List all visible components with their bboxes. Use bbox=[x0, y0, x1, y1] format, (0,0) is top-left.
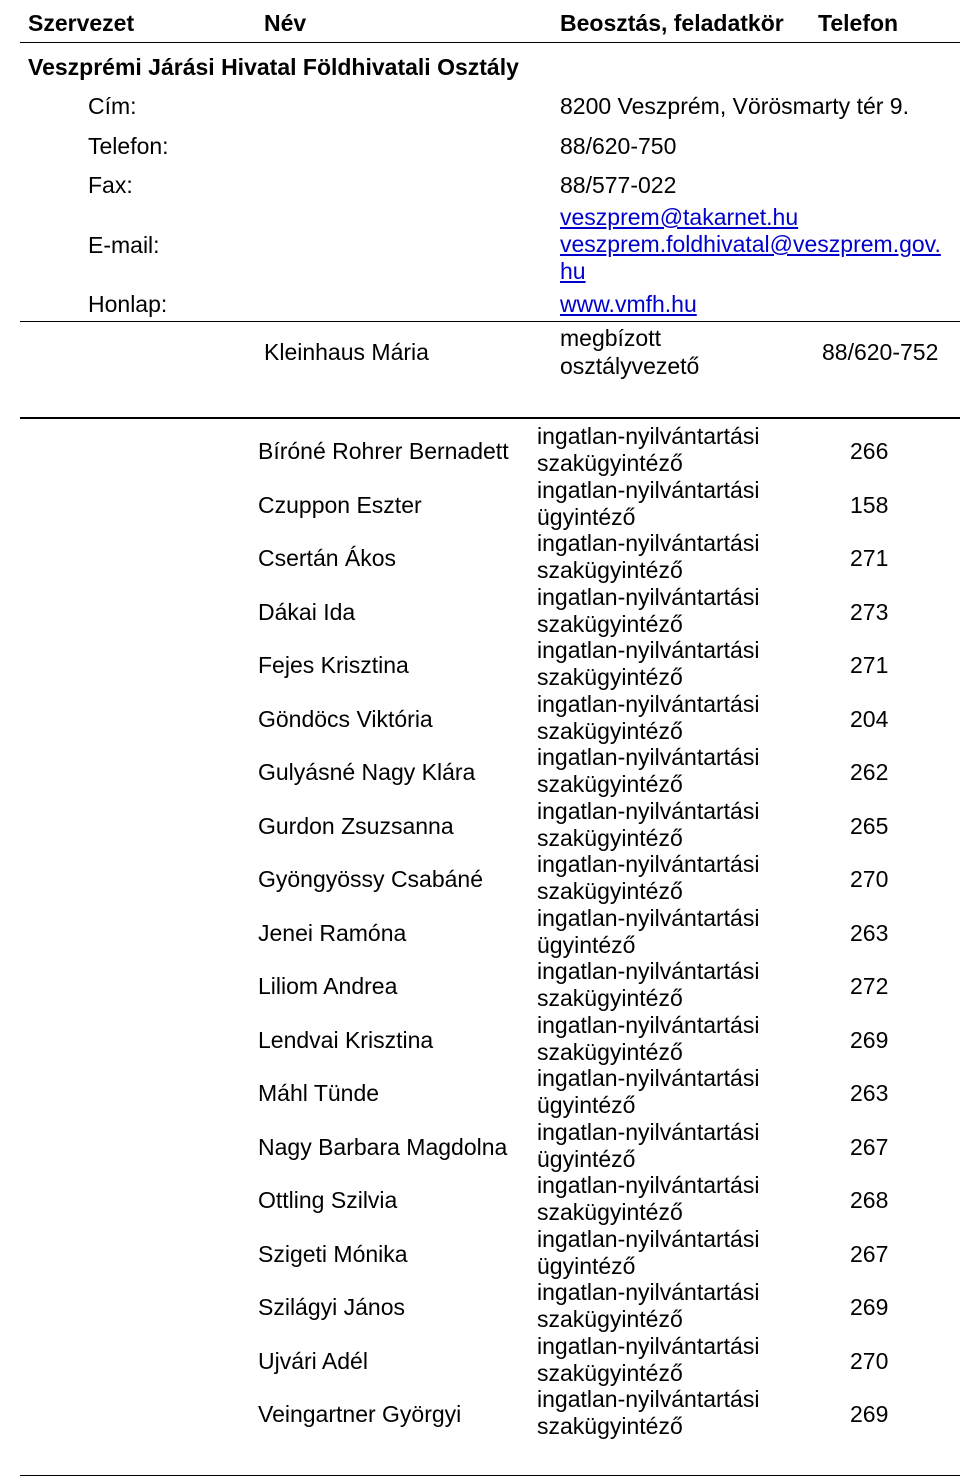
staff-phone-extension: 204 bbox=[850, 705, 889, 732]
staff-role-line1: ingatlan-nyilvántartási bbox=[537, 904, 760, 931]
staff-role bbox=[537, 584, 759, 638]
staff-phone-extension: 263 bbox=[850, 1080, 889, 1106]
head-role-line1: megbízott bbox=[560, 325, 661, 351]
address-label: Cím: bbox=[88, 93, 137, 119]
staff-role bbox=[537, 744, 759, 798]
staff-phone-extension: 269 bbox=[850, 1294, 889, 1320]
staff-role bbox=[537, 477, 759, 531]
staff-role-line2: ügyintéző bbox=[537, 931, 636, 958]
staff-role-line2: szakügyintéző bbox=[537, 1413, 683, 1439]
staff-role-line1: ingatlan-nyilvántartási bbox=[537, 958, 760, 984]
staff-phone-extension: 273 bbox=[850, 598, 889, 625]
staff-name: Jenei Ramóna bbox=[258, 919, 407, 946]
staff-role-line1: ingatlan-nyilvántartási bbox=[537, 851, 760, 877]
staff-name: Gurdon Zsuzsanna bbox=[258, 812, 454, 839]
staff-role-line1: ingatlan-nyilvántartási bbox=[537, 583, 760, 610]
staff-role bbox=[537, 1012, 759, 1066]
column-header-phone: Telefon bbox=[818, 10, 899, 36]
staff-phone-extension: 269 bbox=[850, 1026, 889, 1053]
header-divider bbox=[20, 42, 960, 43]
staff-role bbox=[537, 905, 759, 959]
staff-phone-extension: 263 bbox=[850, 919, 889, 946]
staff-role bbox=[537, 1279, 759, 1333]
staff-phone-extension: 267 bbox=[850, 1240, 889, 1267]
phone-label: Telefon: bbox=[88, 133, 169, 159]
staff-name: Gyöngyössy Csabáné bbox=[258, 866, 484, 892]
staff-role bbox=[537, 1333, 759, 1387]
staff-role-line1: ingatlan-nyilvántartási bbox=[537, 744, 760, 770]
staff-name: Bíróné Rohrer Bernadett bbox=[258, 438, 509, 464]
staff-row bbox=[0, 1012, 960, 1065]
staff-role-line2: szakügyintéző bbox=[537, 450, 683, 476]
staff-row bbox=[0, 477, 960, 530]
phone-value: 88/620-750 bbox=[560, 133, 677, 159]
column-header-position: Beosztás, feladatkör bbox=[560, 10, 784, 36]
staff-role-line1: ingatlan-nyilvántartási bbox=[537, 1332, 760, 1359]
staff-name: Dákai Ida bbox=[258, 598, 356, 625]
staff-role-line2: szakügyintéző bbox=[537, 1359, 683, 1386]
staff-row bbox=[0, 1279, 960, 1332]
email-link-foldhivatal[interactable]: veszprem.foldhivatal@veszprem.gov. bbox=[560, 231, 941, 257]
staff-name: Szigeti Mónika bbox=[258, 1240, 408, 1267]
staff-phone-extension: 271 bbox=[850, 545, 889, 571]
staff-name: Lendvai Krisztina bbox=[258, 1026, 434, 1053]
staff-role-line2: szakügyintéző bbox=[537, 985, 683, 1011]
staff-role-line1: ingatlan-nyilvántartási bbox=[537, 1011, 760, 1038]
staff-role-line2: szakügyintéző bbox=[537, 1038, 683, 1065]
office-title: Veszprémi Járási Hivatal Földhivatali Osztály bbox=[28, 54, 519, 80]
staff-row bbox=[0, 1333, 960, 1386]
staff-name: Ottling Szilvia bbox=[258, 1187, 398, 1213]
staff-phone-extension: 270 bbox=[850, 1347, 889, 1374]
staff-name: Szilágyi János bbox=[258, 1294, 406, 1320]
staff-name: Máhl Tünde bbox=[258, 1080, 380, 1106]
staff-role bbox=[537, 1172, 759, 1226]
column-header-name: Név bbox=[264, 10, 307, 36]
address-value: 8200 Veszprém, Vörösmarty tér 9. bbox=[560, 93, 909, 119]
staff-name: Göndöcs Viktória bbox=[258, 705, 433, 732]
column-header-org: Szervezet bbox=[28, 10, 135, 36]
staff-row bbox=[0, 637, 960, 690]
staff-row bbox=[0, 1065, 960, 1118]
staff-role bbox=[537, 958, 759, 1012]
staff-name: Veingartner Györgyi bbox=[258, 1401, 462, 1427]
staff-role-line2: ügyintéző bbox=[537, 1092, 636, 1118]
staff-role bbox=[537, 637, 759, 691]
staff-role bbox=[537, 1226, 759, 1280]
staff-role bbox=[537, 423, 759, 477]
website-link[interactable]: www.vmfh.hu bbox=[560, 291, 697, 317]
staff-row bbox=[0, 1386, 960, 1439]
staff-role bbox=[537, 798, 759, 852]
staff-row bbox=[0, 423, 960, 476]
email-label: E-mail: bbox=[88, 232, 160, 258]
staff-row bbox=[0, 958, 960, 1011]
staff-role bbox=[537, 1386, 759, 1440]
staff-role-line1: ingatlan-nyilvántartási bbox=[537, 1172, 760, 1198]
staff-role-line2: szakügyintéző bbox=[537, 824, 683, 851]
staff-row bbox=[0, 798, 960, 851]
staff-role-line1: ingatlan-nyilvántartási bbox=[537, 637, 760, 663]
staff-role-line1: ingatlan-nyilvántartási bbox=[537, 1065, 760, 1091]
page-bottom-divider bbox=[20, 1475, 960, 1476]
staff-row bbox=[0, 851, 960, 904]
staff-row bbox=[0, 691, 960, 744]
staff-role bbox=[537, 851, 759, 905]
staff-row bbox=[0, 584, 960, 637]
staff-phone-extension: 272 bbox=[850, 973, 889, 999]
head-role-line2: osztályvezető bbox=[560, 353, 700, 379]
staff-role-line2: szakügyintéző bbox=[537, 610, 683, 637]
staff-role-line1: ingatlan-nyilvántartási bbox=[537, 476, 760, 503]
staff-row bbox=[0, 1119, 960, 1172]
staff-row bbox=[0, 744, 960, 797]
office-divider bbox=[20, 321, 960, 322]
staff-row bbox=[0, 530, 960, 583]
staff-role-line2: szakügyintéző bbox=[537, 664, 683, 690]
staff-role-line2: szakügyintéző bbox=[537, 1199, 683, 1225]
staff-role-line2: szakügyintéző bbox=[537, 717, 683, 744]
staff-role-line2: ügyintéző bbox=[537, 1145, 636, 1172]
staff-name: Gulyásné Nagy Klára bbox=[258, 759, 476, 785]
staff-role bbox=[537, 1119, 759, 1173]
staff-role-line2: szakügyintéző bbox=[537, 771, 683, 797]
staff-phone-extension: 271 bbox=[850, 652, 889, 678]
staff-role-line1: ingatlan-nyilvántartási bbox=[537, 1225, 760, 1252]
staff-role-line1: ingatlan-nyilvántartási bbox=[537, 690, 760, 717]
staff-row bbox=[0, 905, 960, 958]
head-name: Kleinhaus Mária bbox=[264, 339, 429, 365]
staff-role bbox=[537, 1065, 759, 1119]
staff-name: Nagy Barbara Magdolna bbox=[258, 1133, 508, 1160]
staff-phone-extension: 158 bbox=[850, 491, 889, 518]
staff-phone-extension: 268 bbox=[850, 1187, 889, 1213]
staff-role-line2: ügyintéző bbox=[537, 1252, 636, 1279]
staff-role-line2: ügyintéző bbox=[537, 503, 636, 530]
staff-role-line2: szakügyintéző bbox=[537, 1306, 683, 1332]
staff-name: Csertán Ákos bbox=[258, 545, 397, 571]
staff-phone-extension: 262 bbox=[850, 759, 889, 785]
staff-row bbox=[0, 1226, 960, 1279]
fax-value: 88/577-022 bbox=[560, 172, 677, 198]
staff-role-line1: ingatlan-nyilvántartási bbox=[537, 1386, 760, 1412]
staff-role-line2: szakügyintéző bbox=[537, 878, 683, 904]
staff-role bbox=[537, 691, 759, 745]
email-link-foldhivatal-cont[interactable]: hu bbox=[560, 258, 586, 284]
staff-role-line1: ingatlan-nyilvántartási bbox=[537, 797, 760, 824]
fax-label: Fax: bbox=[88, 172, 133, 198]
staff-row bbox=[0, 1172, 960, 1225]
web-label: Honlap: bbox=[88, 291, 168, 317]
staff-phone-extension: 270 bbox=[850, 866, 889, 892]
staff-name: Liliom Andrea bbox=[258, 973, 398, 999]
staff-role-line1: ingatlan-nyilvántartási bbox=[537, 1118, 760, 1145]
staff-name: Ujvári Adél bbox=[258, 1347, 368, 1374]
staff-role-line1: ingatlan-nyilvántartási bbox=[537, 530, 760, 556]
staff-role bbox=[537, 530, 759, 584]
staff-name: Czuppon Eszter bbox=[258, 491, 422, 518]
staff-phone-extension: 269 bbox=[850, 1401, 889, 1427]
staff-phone-extension: 266 bbox=[850, 438, 889, 464]
staff-phone-extension: 265 bbox=[850, 812, 889, 839]
staff-name: Fejes Krisztina bbox=[258, 652, 409, 678]
staff-role-line2: szakügyintéző bbox=[537, 557, 683, 583]
email-link-takarnet[interactable]: veszprem@takarnet.hu bbox=[560, 204, 799, 230]
staff-top-divider bbox=[20, 417, 960, 419]
staff-role-line1: ingatlan-nyilvántartási bbox=[537, 1279, 760, 1305]
staff-phone-extension: 267 bbox=[850, 1133, 889, 1160]
staff-role-line1: ingatlan-nyilvántartási bbox=[537, 423, 760, 449]
head-phone: 88/620-752 bbox=[822, 339, 939, 365]
